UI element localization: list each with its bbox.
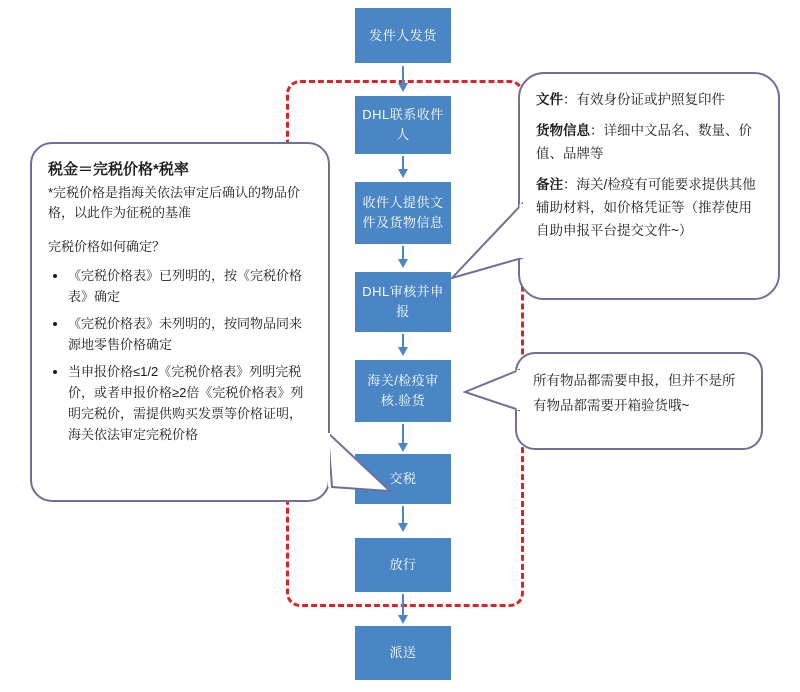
callout-docs-text: ：详细中文品名、数量、价值、品牌等 xyxy=(536,123,752,161)
callout-docs-label: 备注 xyxy=(536,177,563,192)
callout-tax xyxy=(30,142,330,502)
callout-docs-label: 货物信息 xyxy=(536,123,590,138)
flow-node-dhl-review[interactable] xyxy=(355,272,451,332)
callout-inspect-text: 所有物品都需要申报，但并不是所有物品都需要开箱验货哦~ xyxy=(533,373,736,413)
callout-docs-line xyxy=(536,88,762,111)
flow-node-label: DHL联系收件人 xyxy=(362,107,444,142)
callout-docs-line xyxy=(536,119,762,165)
callout-docs-label: 文件 xyxy=(536,92,563,107)
flow-node-label: 交税 xyxy=(389,471,417,486)
callout-inspection xyxy=(515,352,763,450)
flow-node-sender-ship[interactable] xyxy=(355,8,451,63)
arrow-down-7 xyxy=(396,594,410,624)
flow-node-dhl-contact[interactable] xyxy=(355,96,451,154)
callout-tax-bullet: • 《完税价格表》已列明的，按《完税价格表》确定 xyxy=(68,265,312,307)
callout-docs-text: ：海关/检疫有可能要求提供其他辅助材料，如价格凭证等（推荐使用自助申报平台提交文件~） xyxy=(536,177,756,238)
flow-node-receiver-provide[interactable] xyxy=(355,182,451,244)
flow-node-label: 派送 xyxy=(389,645,417,660)
flow-node-label: 海关/检疫审核.验货 xyxy=(367,373,439,408)
arrow-down-3 xyxy=(396,246,410,268)
flow-node-deliver[interactable] xyxy=(355,626,451,680)
callout-inspect-tail xyxy=(463,366,523,426)
flow-node-label: DHL审核并申报 xyxy=(362,284,444,319)
callout-tax-note: *完税价格是指海关依法审定后确认的物品价格，以此作为征税的基准 xyxy=(48,185,301,220)
flow-node-label: 放行 xyxy=(389,557,417,572)
callout-tax-bullet-list xyxy=(48,265,312,445)
flow-node-release[interactable] xyxy=(355,538,451,592)
arrow-down-5 xyxy=(396,424,410,452)
callout-documents xyxy=(518,72,780,300)
callout-docs-text: ：有效身份证或护照复印件 xyxy=(563,92,725,107)
callout-tax-question: 完税价格如何确定？ xyxy=(48,239,166,254)
arrow-down-2 xyxy=(396,156,410,178)
flow-node-label: 发件人发货 xyxy=(369,27,437,43)
arrow-down-6 xyxy=(396,506,410,532)
callout-tax-title: 税金＝完税价格*税率 xyxy=(48,161,189,178)
arrow-down-1 xyxy=(396,66,410,92)
arrow-down-4 xyxy=(396,334,410,356)
flow-node-label: 收件人提供文件及货物信息 xyxy=(362,195,444,230)
callout-tax-bullet: • 《完税价格表》未列明的，按同物品同来源地零售价格确定 xyxy=(68,313,312,355)
callout-tax-tail xyxy=(328,429,398,499)
callout-tax-bullet: • 当申报价格≤1/2《完税价格表》列明完税价，或者申报价格≥2倍《完税价格表》列明完税价，需提供购买发票等价格证明，海关依法审定完税价格 xyxy=(68,361,312,445)
callout-docs-line xyxy=(536,173,762,242)
flow-node-customs-check[interactable] xyxy=(355,360,451,422)
callout-docs-tail xyxy=(446,202,526,282)
